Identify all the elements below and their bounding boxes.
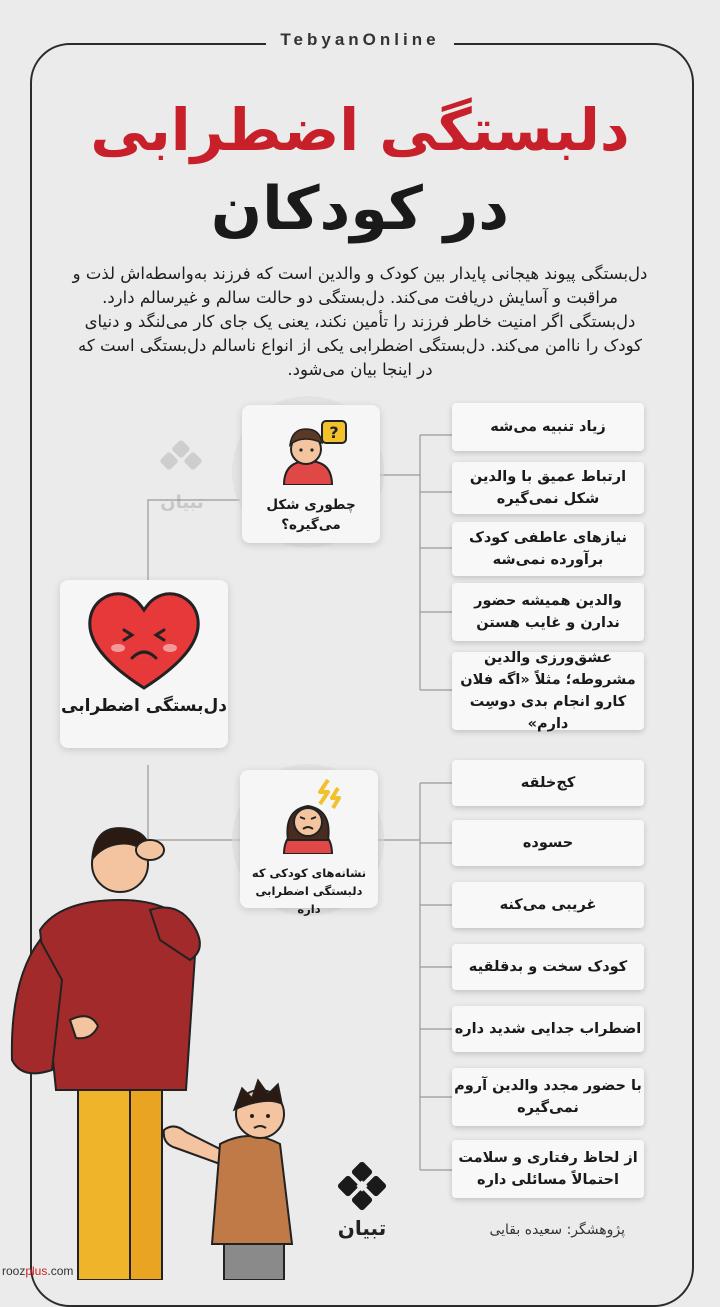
how-item-1: زیاد تنبیه می‌شه [452, 403, 644, 451]
how-it-forms-card [242, 405, 380, 543]
title-line-1: دلبستگی اضطرابی [90, 96, 630, 164]
thinking-girl-icon [242, 405, 380, 485]
sign-item-3: غریبی می‌کنه [452, 882, 644, 928]
title-line-2: در کودکان [210, 174, 510, 244]
signs-card [240, 770, 378, 916]
how-it-forms-label: چطوری شکل می‌گیره؟ [266, 497, 356, 533]
site-part-1: rooz [2, 1264, 26, 1278]
sign-item-7: از لحاظ رفتاری و سلامت احتمالاً مسائلی داره [452, 1140, 644, 1198]
how-item-5: عشق‌ورزی والدین مشروطه؛ مثلاً «اگه فلان کارو انجام بدی دوسِت دارم» [452, 652, 644, 730]
tebyan-mark-icon [332, 1162, 392, 1218]
site-url [2, 1264, 73, 1278]
how-item-4: والدین همیشه حضور ندارن و غایب هستن [452, 583, 644, 641]
angry-girl-icon [240, 770, 378, 854]
sign-item-6: با حضور مجدد والدین آروم نمی‌گیره [452, 1068, 644, 1126]
site-part-3: .com [47, 1264, 74, 1278]
watermark-logo [152, 440, 212, 513]
how-item-3: نیازهای عاطفی کودک برآورده نمی‌شه [452, 522, 644, 576]
site-part-2: plus [25, 1264, 48, 1278]
watermark-text: تبیان [160, 492, 204, 513]
sign-item-1: کج‌خلقه [452, 760, 644, 806]
logo-text: تبیان [337, 1216, 387, 1240]
intro-paragraph: دل‌بستگی پیوند هیجانی پایدار بین کودک و والدین است که فرزند به‌واسطه‌اش لذت و مراقبت و آسایش دریافت می‌کند. دل‌بستگی دو حالت سالم و غیرسالم دارد. دل‌بستگی اگر امنیت خاطر فرزند را تأمین نکند، یعنی یک جای کار می‌لنگد و دنیای کودک را ناامن می‌کند. دل‌بستگی اضطرابی یکی از انواع ناسالم دل‌بستگی است که در اینجا بیان می‌شود. [72, 264, 648, 379]
tebyan-logo [320, 1162, 404, 1240]
sign-item-2: حسوده [452, 820, 644, 866]
tebyan-logo-icon [152, 440, 212, 500]
child-illustration [160, 1060, 320, 1280]
researcher-credit: پژوهشگر: سعیده بقایی [489, 1222, 625, 1238]
sad-heart-icon [60, 580, 228, 700]
sign-item-4: کودک سخت و بدقلقیه [452, 944, 644, 990]
center-card [60, 580, 228, 748]
sign-item-5: اضطراب جدایی شدید داره [452, 1006, 644, 1052]
svg-text:?: ? [329, 423, 339, 442]
brand-text: TebyanOnline [266, 30, 453, 49]
how-item-2: ارتباط عمیق با والدین شکل نمی‌گیره [452, 462, 644, 514]
center-label: دل‌بستگی اضطرابی [61, 696, 227, 716]
signs-label: نشانه‌های کودکی که دلبستگی اضطرابی داره [251, 866, 367, 916]
